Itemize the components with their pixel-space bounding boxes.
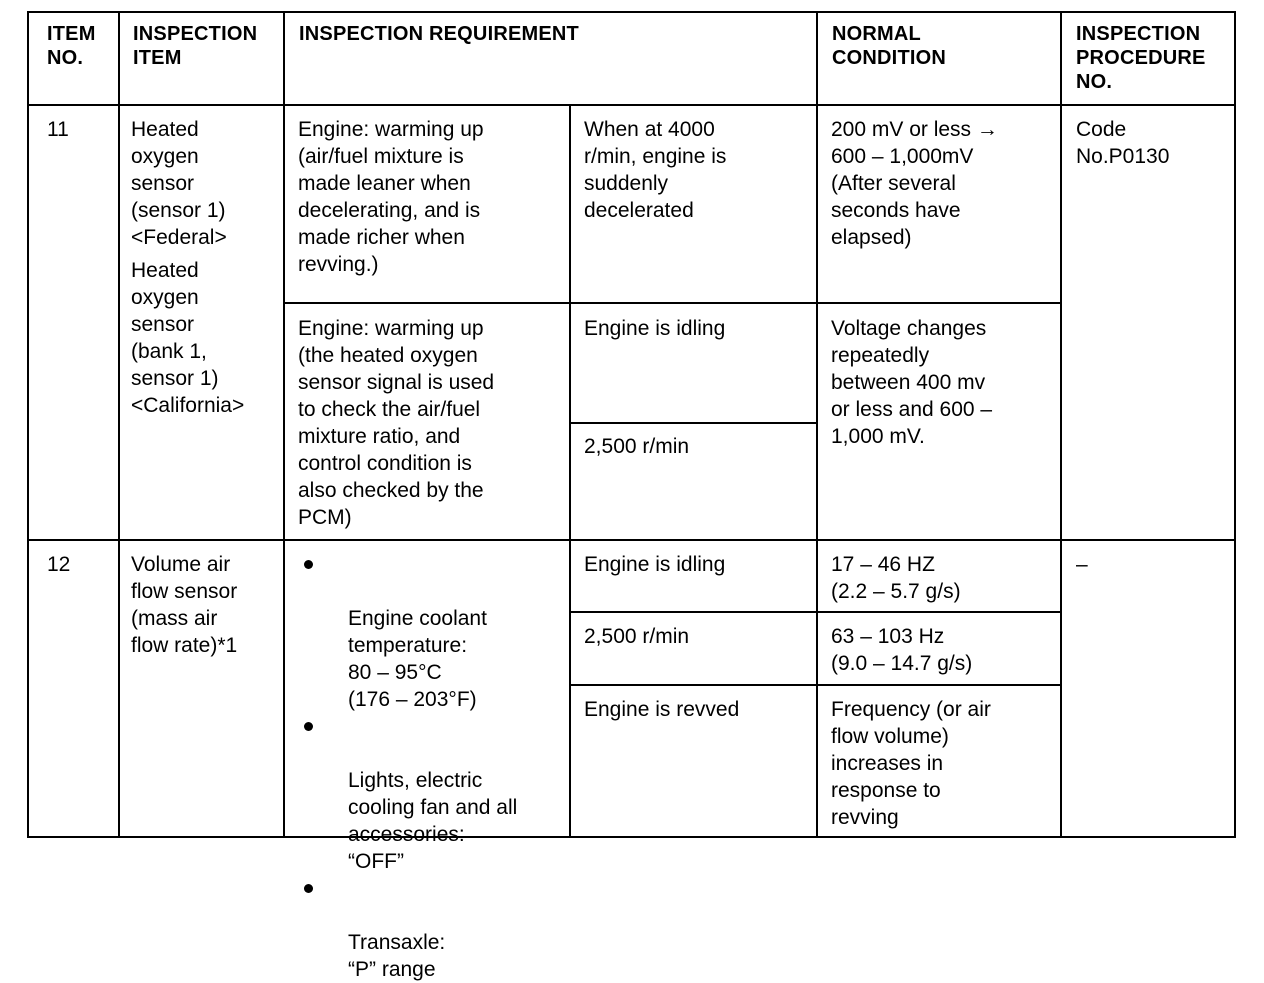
table-border-bottom (27, 836, 1236, 838)
row11-req2-state-a: Engine is idling (584, 317, 726, 340)
row11-inspection-item-california: Heated oxygen sensor (bank 1, sensor 1) <California> (131, 259, 245, 417)
row12-item-no: 12 (47, 553, 71, 576)
row12-inspection-item: Volume air flow sensor (mass air flow rate)*1 (131, 553, 238, 657)
row12-state-c: Engine is revved (584, 698, 740, 721)
row11-normal1: 200 mV or less → 600 – 1,000mV (After several seconds have elapsed) (831, 118, 998, 249)
row12-procedure: – (1076, 553, 1088, 576)
row11-req1-state: When at 4000 r/min, engine is suddenly decelerated (584, 118, 727, 222)
row12-bullet-text: Engine coolant temperature: 80 – 95°C (176 – 203°F) (348, 607, 487, 711)
col-divider-normal (816, 11, 818, 838)
row11-state-divider (569, 422, 817, 424)
row11-inspection-item-federal: Heated oxygen sensor (sensor 1) <Federal> (131, 118, 227, 249)
row12-normal-c: Frequency (or air flow volume) increases in response to revving (831, 698, 991, 829)
row12-state-b: 2,500 r/min (584, 625, 690, 648)
row11-procedure: Code No.P0130 (1076, 118, 1170, 168)
row12-divider-a (569, 611, 1060, 613)
row12-requirement-list (298, 551, 560, 983)
row12-divider-b (569, 684, 1060, 686)
col-divider-item (118, 11, 120, 838)
row11-normal2: Voltage changes repeatedly between 400 mv or less and 600 – 1,000 mV. (831, 317, 993, 448)
bullet-icon (304, 884, 313, 893)
row11-req2-state-b: 2,500 r/min (584, 435, 690, 458)
header-inspection-requirement: INSPECTION REQUIREMENT (299, 23, 579, 45)
bullet-icon (304, 560, 313, 569)
col-divider-req-state (569, 104, 571, 838)
header-inspection-item: INSPECTION ITEM (133, 23, 258, 69)
table-border-right (1234, 11, 1236, 838)
table-border-left (27, 11, 29, 838)
table-border-top (27, 11, 1236, 13)
row11-item-no: 11 (47, 118, 69, 141)
row12-normal-b: 63 – 103 Hz (9.0 – 14.7 g/s) (831, 625, 973, 675)
row12-bullet-text: Transaxle: “P” range (348, 931, 446, 981)
bullet-icon (304, 722, 313, 731)
row12-normal-a: 17 – 46 HZ (2.2 – 5.7 g/s) (831, 553, 961, 603)
row11-req-divider (283, 302, 1060, 304)
header-divider (27, 104, 1236, 106)
row11-req2-condition: Engine: warming up (the heated oxygen sensor signal is used to check the air/fuel mixture ratio, and control condition is also checked by the PCM) (298, 317, 495, 529)
col-divider-requirement (283, 11, 285, 838)
row12-state-a: Engine is idling (584, 553, 726, 576)
header-item-no: ITEM NO. (47, 23, 96, 69)
header-normal-condition: NORMAL CONDITION (832, 23, 947, 69)
col-divider-procedure (1060, 11, 1062, 838)
list-item (298, 875, 560, 983)
list-item (298, 551, 560, 713)
row11-req1-condition: Engine: warming up (air/fuel mixture is made leaner when decelerating, and is made richer when revving.) (298, 118, 484, 276)
list-item (298, 713, 560, 875)
header-inspection-procedure-no: INSPECTION PROCEDURE NO. (1076, 23, 1206, 93)
row-divider-11-12 (27, 539, 1236, 541)
row12-bullet-text: Lights, electric cooling fan and all accessories: “OFF” (348, 769, 518, 873)
